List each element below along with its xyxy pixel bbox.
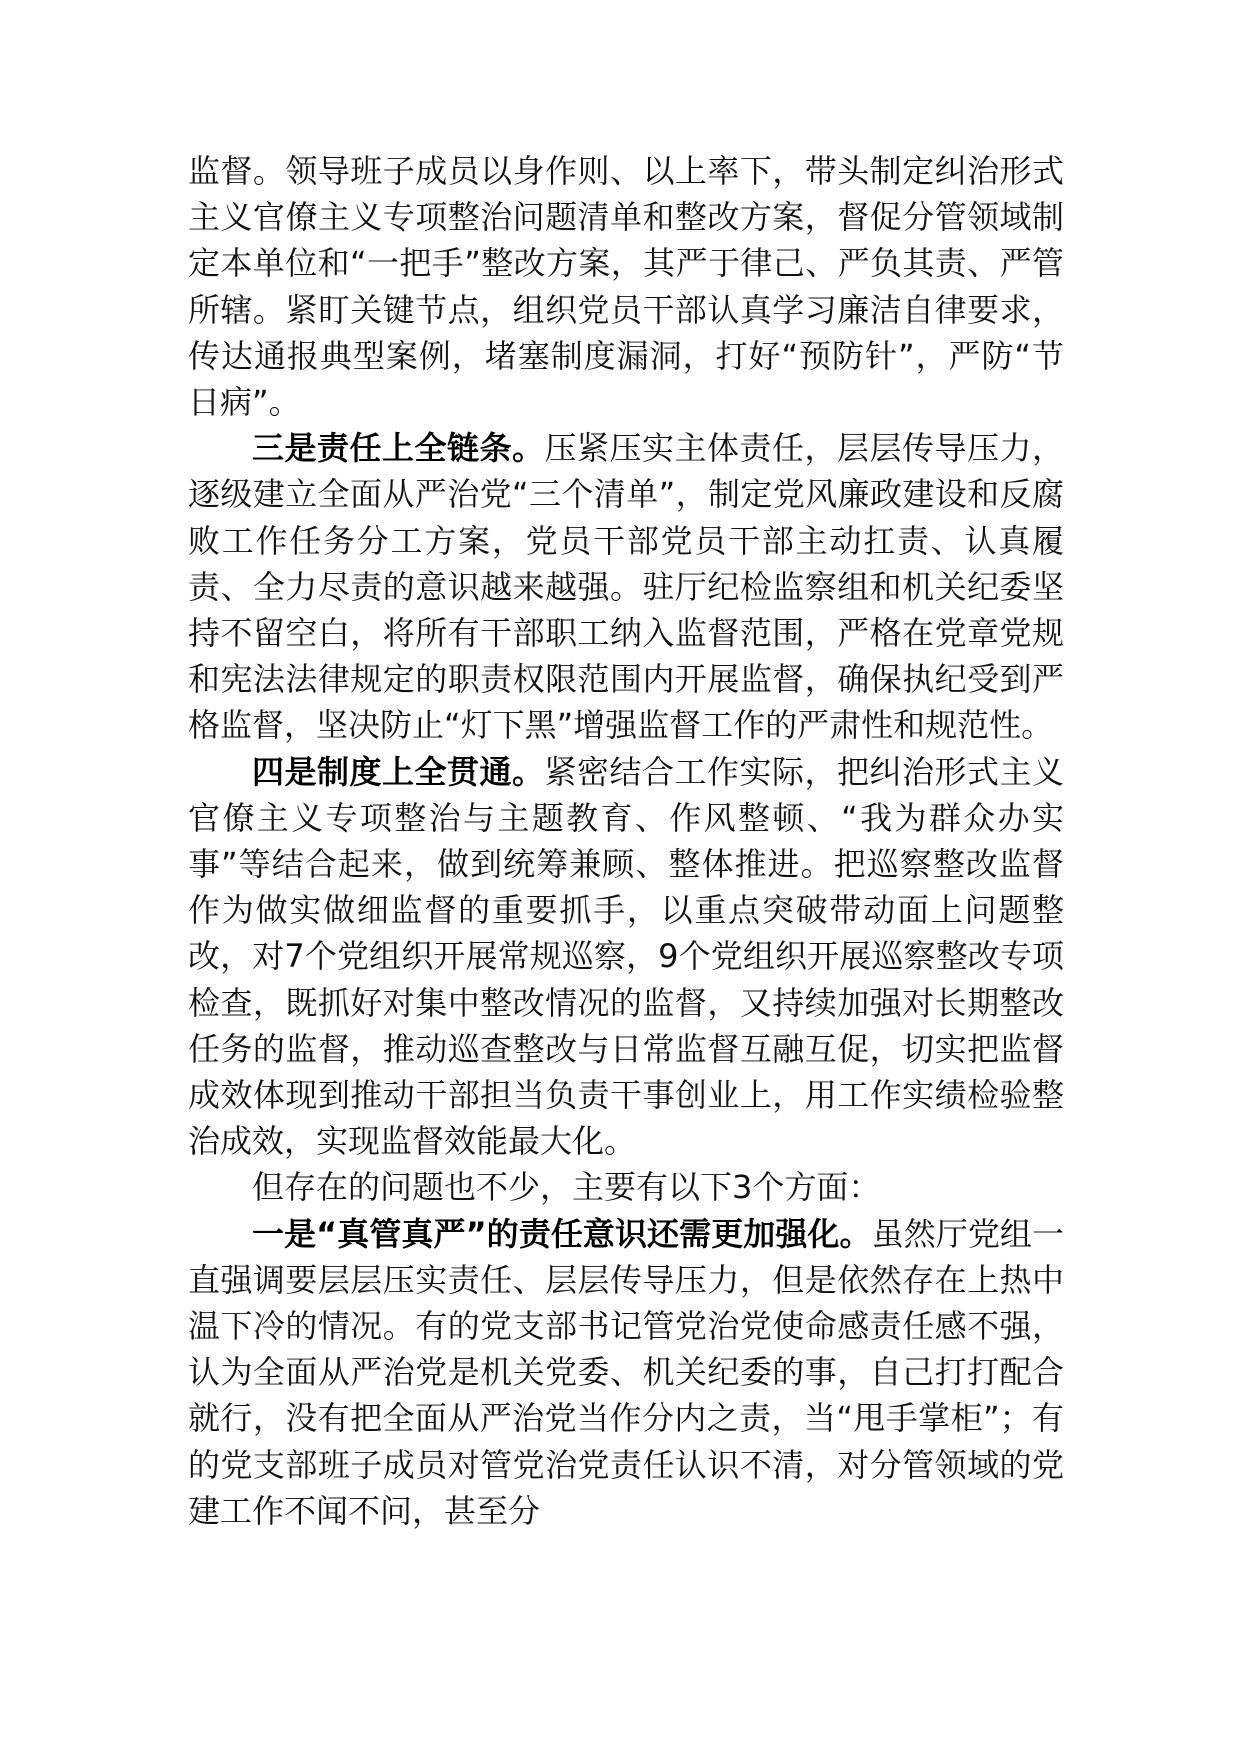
paragraph-lead-heading: 四是制度上全贯通。	[252, 752, 545, 791]
body-text	[188, 148, 1064, 1534]
paragraph-text: 监督。领导班子成员以身作则、以上率下，带头制定纠治形式主义官僚主义专项整治问题清单和整改方案，督促分管领域制定本单位和“一把手”整改方案，其严于律己、严负其责、严管所辖。紧盯关键节点，组织党员干部认真学习廉洁自律要求，传达通报典型案例，堵塞制度漏洞，打好“预防针”，严防“节日病”。	[188, 152, 1064, 422]
paragraph-lead-heading: 一是“真管真严”的责任意识还需更加强化。	[252, 1214, 872, 1253]
paragraph-system-integration	[188, 749, 1064, 1165]
paragraph-continuation	[188, 148, 1064, 425]
paragraph-problem-one	[188, 1211, 1064, 1534]
paragraph-text: 但存在的问题也不少，主要有以下3个方面：	[252, 1168, 881, 1207]
paragraph-text: 压紧压实主体责任，层层传导压力，逐级建立全面从严治党“三个清单”，制定党风廉政建设和反腐败工作任务分工方案，党员干部党员干部主动扛责、认真履责、全力尽责的意识越来越强。驻厅纪检监察组和机关纪委坚持不留空白，将所有干部职工纳入监督范围，严格在党章党规和宪法法律规定的职责权限范围内开展监督，确保执纪受到严格监督，坚决防止“灯下黑”增强监督工作的严肃性和规范性。	[188, 429, 1064, 745]
paragraph-problems-intro	[188, 1164, 1064, 1210]
paragraph-text: 虽然厅党组一直强调要层层压实责任、层层传导压力，但是依然存在上热中温下冷的情况。有的党支部书记管党治党使命感责任感不强，认为全面从严治党是机关党委、机关纪委的事，自己打打配合就行，没有把全面从严治党当作分内之责，当“甩手掌柜”；有的党支部班子成员对管党治党责任认识不清，对分管领域的党建工作不闻不问，甚至分	[188, 1214, 1064, 1530]
paragraph-text: 紧密结合工作实际，把纠治形式主义官僚主义专项整治与主题教育、作风整顿、“我为群众办实事”等结合起来，做到统筹兼顾、整体推进。把巡察整改监督作为做实做细监督的重要抓手，以重点突破带动面上问题整改，对7个党组织开展常规巡察，9个党组织开展巡察整改专项检查，既抓好对集中整改情况的监督，又持续加强对长期整改任务的监督，推动巡查整改与日常监督互融互促，切实把监督成效体现到推动干部担当负责干事创业上，用工作实绩检验整治成效，实现监督效能最大化。	[188, 752, 1064, 1161]
paragraph-responsibility-chain	[188, 425, 1064, 748]
paragraph-lead-heading: 三是责任上全链条。	[252, 429, 545, 468]
